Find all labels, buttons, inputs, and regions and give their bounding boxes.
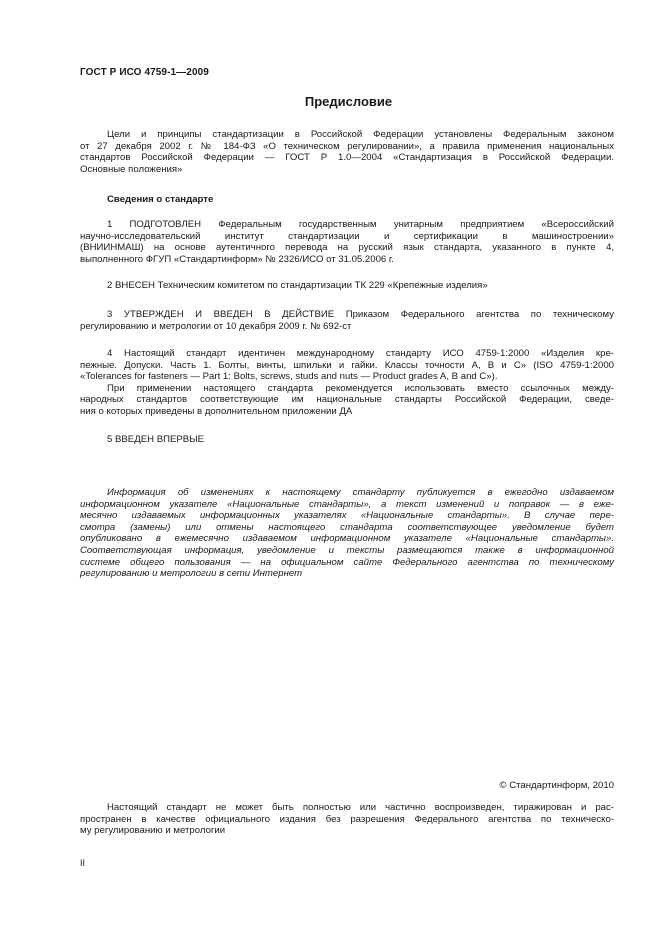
about-heading: Сведения о стандарте bbox=[107, 194, 214, 205]
page-title: Предисловие bbox=[304, 94, 393, 109]
item-line: 2 ВНЕСЕН Техническим комитетом по стандартизации ТК 229 «Крепежные изделия» bbox=[107, 280, 488, 291]
notice-line: Соответствующая информация, уведомление и тексты размещаются также в информационной bbox=[80, 544, 614, 556]
item-line: 3 УТВЕРЖДЕН И ВВЕДЕН В ДЕЙСТВИЕ Приказом Федерального агентства по техническому bbox=[107, 309, 614, 320]
about-item-3 bbox=[80, 309, 614, 332]
item-line: 5 ВВЕДЕН ВПЕРВЫЕ bbox=[107, 434, 205, 445]
copyright: © Стандартинформ, 2010 bbox=[499, 780, 614, 791]
rights-paragraph bbox=[80, 802, 614, 837]
item-line: 1 ПОДГОТОВЛЕН Федеральным государственным унитарным предприятием «Всероссийский bbox=[107, 219, 614, 230]
notice-line: информационном указателе «Национальные стандарты», а текст изменений и поправок — в еже- bbox=[80, 498, 614, 510]
item-line: пежные. Допуски. Часть 1. Болты, винты, шпильки и гайки. Классы точности А, В и С» (ISO 4759-1:2000 bbox=[80, 359, 614, 371]
notice-line: системе общего пользования — на официальном сайте Федерального агентства по техническому bbox=[80, 556, 614, 568]
notice-line: опубликовано в ежемесячно издаваемом информационном указателе «Национальные стандарты». bbox=[80, 533, 614, 545]
about-item-2 bbox=[80, 280, 614, 292]
notice-line: регулированию и метрологии в сети Интернет bbox=[80, 568, 303, 580]
rights-line: Настоящий стандарт не может быть полностью или частично воспроизведен, тиражирован и рас- bbox=[107, 802, 614, 813]
notice-line: Информация об изменениях к настоящему стандарту публикуется в ежегодно издаваемом bbox=[107, 487, 614, 498]
item-line: «Tolerances for fasteners — Part 1: Bolts, screws, studs and nuts — Product grades A, B and C»). bbox=[80, 371, 498, 383]
rights-line: му регулированию и метрологии bbox=[80, 825, 226, 837]
intro-paragraph bbox=[80, 129, 614, 175]
item-line: народных стандартов соответствующие им национальные стандарты Российской Федерации, сведе- bbox=[80, 394, 614, 406]
notice-line: смотра (замены) или отмены настоящего стандарта соответствующее уведомление будет bbox=[80, 521, 614, 533]
item-line: 4 Настоящий стандарт идентичен международному стандарту ИСО 4759-1:2000 «Изделия кре- bbox=[107, 348, 614, 359]
rights-line: пространен в качестве официального издания без разрешения Федерального агентства по техническо- bbox=[80, 813, 614, 825]
changes-notice bbox=[80, 487, 614, 580]
item-line: ния о которых приведены в дополнительном приложении ДА bbox=[80, 405, 353, 417]
intro-line: Цели и принципы стандартизации в Российской Федерации установлены Федеральным законом bbox=[107, 129, 614, 140]
item-line: научно-исследовательский институт стандартизации и сертификации в машиностроении» bbox=[80, 230, 614, 242]
page-number: II bbox=[80, 858, 86, 868]
intro-line: Основные положения» bbox=[80, 163, 183, 175]
about-item-5 bbox=[80, 434, 614, 446]
about-item-1 bbox=[80, 219, 614, 265]
item-line: регулированию и метрологии от 10 декабря 2009 г. № 692-ст bbox=[80, 320, 352, 332]
standard-code: ГОСТ Р ИСО 4759-1—2009 bbox=[80, 67, 209, 78]
intro-line: от 27 декабря 2002 г. № 184-ФЗ «О техническом регулировании», а правила применения национальных bbox=[80, 140, 614, 152]
item-line: (ВНИИНМАШ) на основе аутентичного перевода на русский язык стандарта, указанного в пункте 4, bbox=[80, 242, 614, 254]
item-line: При применении настоящего стандарта рекомендуется использовать вместо ссылочных между- bbox=[107, 382, 614, 394]
item-line: выполненного ФГУП «Стандартинформ» № 2326/ИСО от 31.05.2006 г. bbox=[80, 253, 394, 265]
notice-line: месячно издаваемых информационных указателях «Национальные стандарты». В случае пере- bbox=[80, 510, 614, 522]
intro-line: стандартов Российской Федерации — ГОСТ Р 1.0—2004 «Стандартизация в Российской Федерации. bbox=[80, 152, 614, 164]
about-item-4 bbox=[80, 348, 614, 418]
